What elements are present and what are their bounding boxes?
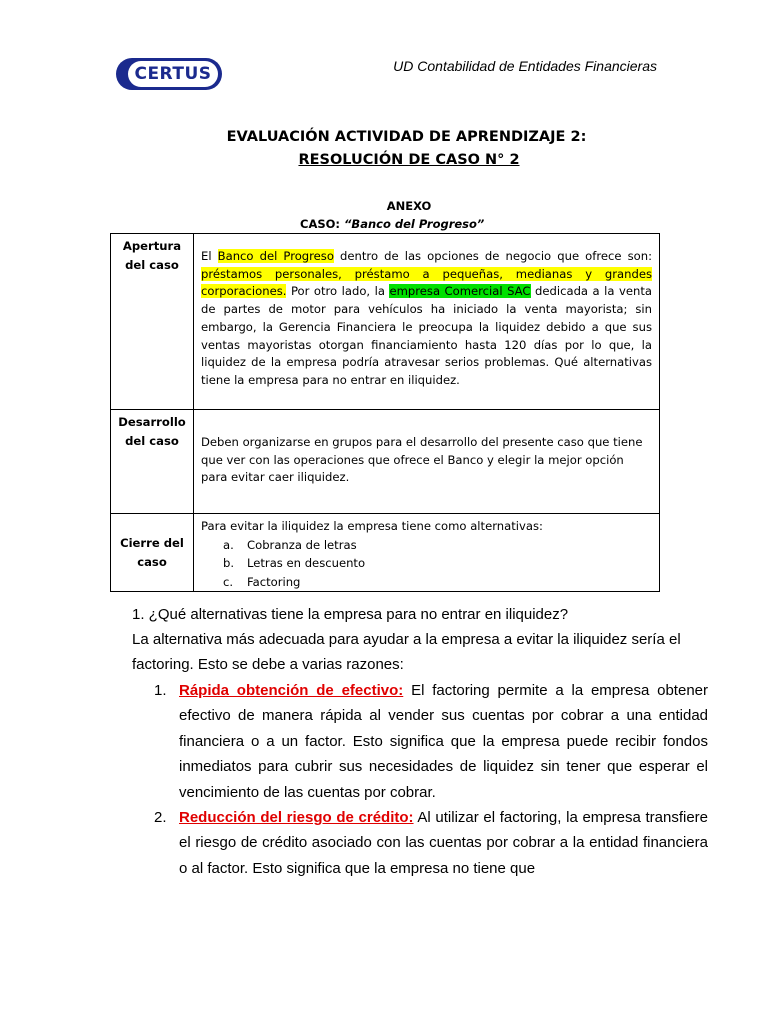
list-item [154,805,708,881]
list-item [201,536,652,555]
list-item [201,554,652,573]
desarrollo-paragraph: Deben organizarse en grupos para el desarrollo del presente caso que tiene que ver con las operaciones que ofrece el Banco y elegir la mejor opción para evitar caer iliquidez. [201,435,643,485]
reasons-list [154,678,708,881]
row-content-cierre [194,514,660,592]
highlight-loans: préstamos personales, préstamo a pequeñas, medianas y grandes corporaciones. [201,266,652,299]
item-letter: b. [223,556,235,570]
highlight-bank: Banco del Progreso [217,249,334,263]
apertura-paragraph [201,234,652,390]
table-row [111,514,660,592]
apertura-part: dedicada a la venta de partes de motor para vehículos ha iniciado la venta mayorista; sin embargo, la Gerencia Financiera le preocupa la liquidez debido a que sus ventas mayoristas otorgan financiamiento hasta 120 días por lo que, la liquidez de la empresa podría atravesar serios problemas. Qué alternativas tiene la empresa para no entrar en iliquidez. [201,284,652,387]
apertura-part: dentro de las opciones de negocio que ofrece son: [333,249,652,263]
item-number: 1. [154,682,167,699]
logo-inner-pill [128,61,218,87]
certus-logo [116,58,222,90]
cierre-intro: Para evitar la iliquidez la empresa tiene como alternativas: [201,519,543,533]
item-text: Factoring [247,574,301,589]
apertura-part: Por otro lado, la [286,284,390,299]
table-row [111,410,660,514]
row-label-cierre: Cierre del caso [111,514,194,592]
reason-title: Rápida obtención de efectivo: [179,682,404,699]
reason-title: Reducción del riesgo de crédito: [179,809,414,827]
case-name-line [300,217,484,231]
alternatives-list [201,536,652,592]
annex-label: ANEXO [386,199,432,213]
reason-text: El factoring permite a la empresa obtener efectivo de manera rápida al vender sus cuentas por cobrar a una entidad financiera o a un factor. Esto significa que la empresa puede recibir fondos inmediatos para cubrir sus necesidades de liquidez sin tener que esperar el vencimiento de las cuentas por cobrar. [179,682,708,801]
item-text: Cobranza de letras [247,537,357,552]
highlight-company: empresa Comercial SAC [389,284,531,299]
row-content-apertura [194,234,660,410]
row-label-desarrollo: Desarrollo del caso [111,410,194,514]
row-label-apertura: Apertura del caso [111,234,194,410]
case-prefix: CASO: [300,217,345,231]
case-table [110,233,660,592]
row-content-desarrollo [194,410,660,514]
logo-text: CERTUS [134,64,212,84]
item-letter: c. [223,574,234,589]
apertura-part: El [201,249,218,263]
list-item [201,573,652,592]
subject-header: UD Contabilidad de Entidades Financieras [393,58,657,74]
item-text: Letras en descuento [247,556,366,570]
list-item [154,678,708,805]
item-number: 2. [154,809,167,827]
case-name: “Banco del Progreso” [344,217,485,231]
page-title: EVALUACIÓN ACTIVIDAD DE APRENDIZAJE 2: [226,129,587,145]
table-row [111,234,660,410]
question-1: 1. ¿Qué alternativas tiene la empresa para no entrar en iliquidez? [132,606,569,623]
reason-text: Al utilizar el factoring, la empresa transfiere el riesgo de crédito asociado con las cuentas por cobrar a la entidad financiera o al factor. Esto significa que la empresa no tiene que [179,809,708,877]
item-letter: a. [223,537,234,552]
answer-paragraph: La alternativa más adecuada para ayudar a la empresa a evitar la iliquidez sería el factoring. Esto se debe a varias razones: [132,631,681,673]
page-subtitle: RESOLUCIÓN DE CASO N° 2 [298,152,520,168]
